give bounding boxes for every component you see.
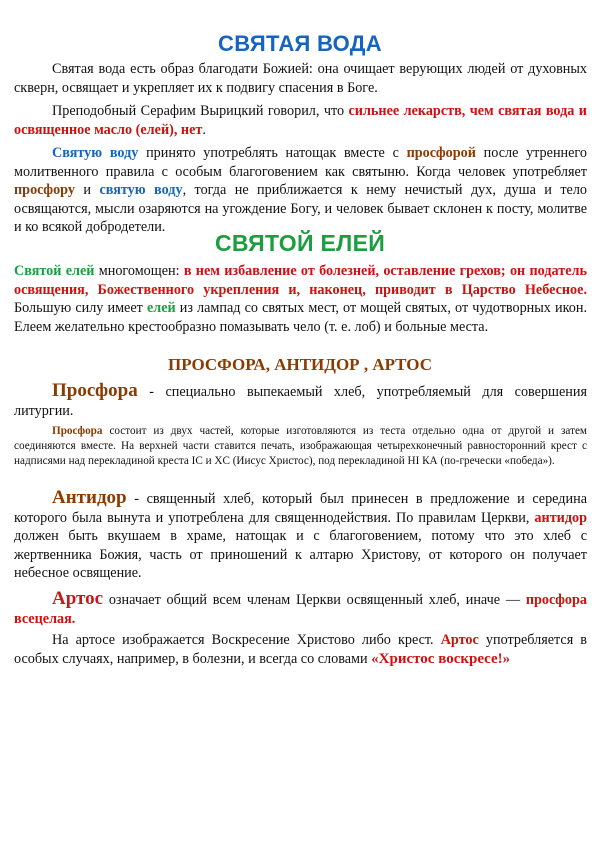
text-run: - специально выпекаемый хлеб, употребляемый для совершения литургии. bbox=[14, 384, 587, 419]
highlight-red: сильнее лекарств, чем святая вода и освященное масло (елей), нет bbox=[14, 103, 587, 138]
highlight-prosfora: просфорой bbox=[406, 145, 476, 161]
bread-title: ПРОСФОРА, АНТИДОР , АРТОС bbox=[167, 355, 433, 374]
holy-water-paragraph-3 bbox=[14, 144, 587, 237]
text-run: многомощен: bbox=[94, 263, 184, 279]
text-run: должен быть вкушаем в храме, натощак и с благоговением, потому что это хлеб с жертвенника Божия, часть от приношений к алтарю Христову, от которого он получает небесное освящение. bbox=[14, 528, 587, 581]
highlight-prosfora-whole: просфора всецелая. bbox=[14, 592, 587, 627]
antidor-term: Антидор bbox=[52, 487, 127, 508]
prosfora-description bbox=[14, 424, 587, 468]
text-run: . bbox=[202, 121, 206, 138]
prosfora-small-term: Просфора bbox=[52, 425, 103, 437]
text-run: означает общий всем членам Церкви освященный хлеб, иначе — bbox=[103, 592, 526, 608]
highlight-artos: Артос bbox=[440, 632, 479, 648]
artos-paragraph-1 bbox=[14, 590, 587, 628]
text-run: после утреннего молитвенного правила с особым благоговением как святыню. Когда человек употребляет bbox=[14, 145, 587, 180]
prosfora-term: Просфора bbox=[52, 380, 138, 401]
highlight-holy-water: Святую воду bbox=[52, 145, 139, 161]
text-run: - священный хлеб, который был принесен в предложение и середина которого была вынута и употреблена для священнодействия. По правилам Церкви, bbox=[14, 491, 587, 526]
prosfora-definition bbox=[14, 382, 587, 420]
text-run: На артосе изображается Воскресение Христово либо крест. bbox=[52, 632, 441, 648]
text-run: употребляется в особых случаях, например, в болезни, и всегда со словами bbox=[14, 632, 587, 667]
highlight-antidor: антидор bbox=[534, 509, 587, 526]
holy-water-paragraph-1: Святая вода есть образ благодати Божией: она очищает верующих людей от духовных скверн, освящает и укрепляет их к подвигу спасения в Боге. bbox=[14, 61, 587, 96]
text-run: Большую силу имеет bbox=[14, 300, 147, 316]
holy-water-title: СВЯТАЯ ВОДА bbox=[218, 31, 382, 56]
highlight-oil: елей bbox=[146, 300, 176, 316]
text-run: из лампад со святых мест, от мощей святых, от чудотворных икон. Елеем желательно крестообразно помазывать чело (т. е. лоб) и больные места. bbox=[14, 300, 587, 335]
holy-water-paragraph-2 bbox=[14, 102, 587, 139]
artos-term: Артос bbox=[52, 588, 104, 609]
artos-paragraph-2 bbox=[14, 631, 587, 668]
text-run: принято употреблять натощак вместе с bbox=[138, 145, 407, 161]
text-run: и bbox=[74, 182, 100, 198]
antidor-paragraph bbox=[14, 489, 587, 583]
highlight-prosfora: просфору bbox=[14, 182, 75, 198]
highlight-red: в нем избавление от болезней, оставление грехов; он податель освящения, Божественного укрепления и, наконец, приводит в Царство Небесное. bbox=[14, 263, 587, 298]
highlight-christ-is-risen: «Христос воскресе!» bbox=[371, 650, 511, 667]
holy-oil-title: СВЯТОЙ ЕЛЕЙ bbox=[214, 230, 386, 256]
text-run: Преподобный Серафим Вырицкий говорил, что bbox=[52, 103, 349, 119]
text-run: состоит из двух частей, которые изготовляются из теста отдельно одна от другой и затем соединяются вместе. На верхней части ставится печать, изображающая четырехконечный равносторонний крест с надписями над перекладиной креста IC и XC (Иисус Христос), под перекладиной НІ КА (по-гречески «победа»). bbox=[14, 425, 587, 467]
text-run: , тогда не приближается к нему нечистый дух, душа и тело освящаются, мысли озаряются на угождение Богу, и человек бывает склонен к посту, молитве и ко всякой добродетели. bbox=[14, 182, 587, 235]
highlight-holy-oil: Святой елей bbox=[14, 263, 95, 279]
highlight-holy-water: святую воду bbox=[99, 182, 183, 198]
holy-oil-paragraph bbox=[14, 262, 587, 336]
